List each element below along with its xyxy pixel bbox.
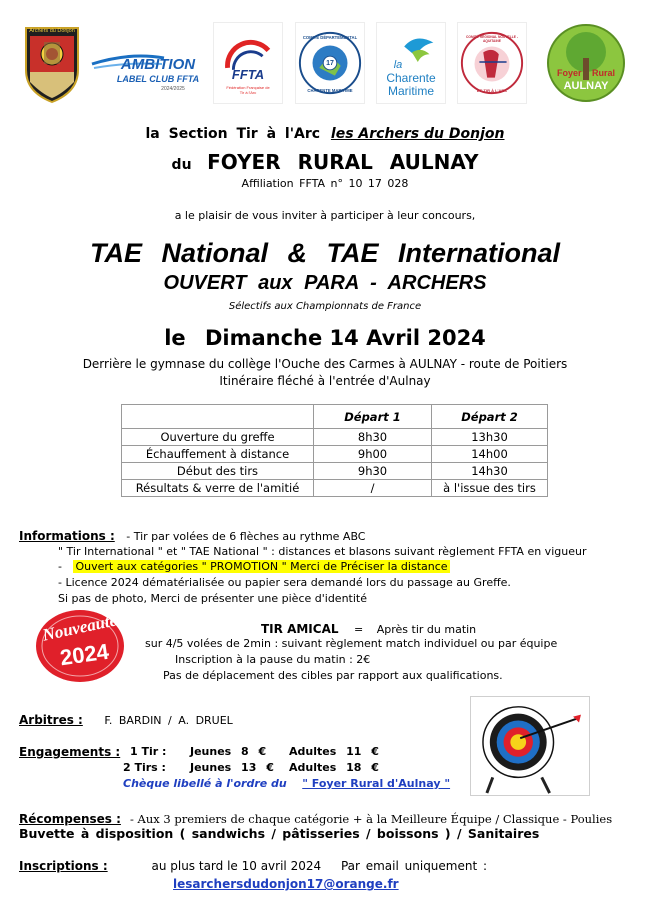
event-location: Derrière le gymnase du collège l'Ouche des Carmes à AULNAY - route de Poitiers bbox=[82, 357, 568, 371]
schedule-cell: 9h00 bbox=[314, 446, 432, 463]
buvette-line: Buvette à disposition ( sandwichs / pâtisseries / boissons ) / Sanitaires bbox=[19, 826, 540, 841]
schedule-cell: 9h30 bbox=[314, 463, 432, 480]
charente-la: la bbox=[393, 59, 403, 71]
amical-line2: sur 4/5 volées de 2min : suivant règlement match individuel ou par équipe bbox=[145, 637, 558, 650]
charente-maritime: Maritime bbox=[387, 84, 434, 98]
foyer-label: Foyer bbox=[556, 68, 582, 78]
schedule-cell: 13h30 bbox=[432, 429, 548, 446]
logo-charente-maritime bbox=[376, 22, 446, 104]
engagement-row2-jeunes: Jeunes 13 € bbox=[190, 761, 274, 774]
rural-label: Rural bbox=[592, 68, 616, 78]
schedule-cell: Résultats & verre de l'amitié bbox=[122, 480, 314, 497]
du-label: du bbox=[171, 157, 192, 173]
archery-target-icon bbox=[471, 697, 589, 795]
engagement-row1-jeunes: Jeunes 8 € bbox=[190, 745, 267, 758]
logo-comite-regional bbox=[457, 22, 527, 104]
event-subtitle: OUVERT aux PARA - ARCHERS bbox=[163, 272, 487, 294]
table-row bbox=[122, 429, 548, 446]
badge-line2: 2024 bbox=[58, 638, 111, 671]
badge-line1: Nouveauté bbox=[40, 610, 119, 645]
inscriptions-by: Par email uniquement : bbox=[340, 859, 488, 873]
info-dash: - bbox=[58, 560, 62, 573]
schedule-cell: / bbox=[314, 480, 432, 497]
engagement-row1-qty: 1 Tir : bbox=[130, 745, 167, 758]
amical-title: TIR AMICAL bbox=[261, 622, 339, 636]
date-prefix: le bbox=[164, 326, 186, 350]
table-row bbox=[122, 480, 548, 497]
schedule-cell: à l'issue des tirs bbox=[432, 480, 548, 497]
comite-dep-top: COMITÉ DÉPARTEMENTAL bbox=[302, 35, 358, 40]
inscriptions-label: Inscriptions : bbox=[19, 859, 108, 873]
foyer-rural-title: FOYER RURAL AULNAY bbox=[207, 150, 479, 174]
charente-name: Charente bbox=[386, 71, 436, 85]
logo-foyer-rural bbox=[545, 22, 627, 104]
recompenses-text: - Aux 3 premiers de chaque catégorie + à la Meilleure Équipe / Classique - Poulies bbox=[130, 812, 613, 826]
info-label: Informations : bbox=[19, 529, 115, 543]
schedule-header-empty bbox=[122, 405, 314, 429]
arbitres-line bbox=[19, 713, 233, 727]
schedule-cell: Ouverture du greffe bbox=[122, 429, 314, 446]
info-line4: - Licence 2024 dématérialisée ou papier sera demandé lors du passage au Greffe. bbox=[58, 576, 511, 589]
event-itinerary: Itinéraire fléché à l'entrée d'Aulnay bbox=[219, 374, 431, 388]
amical-line1 bbox=[261, 622, 476, 636]
schedule-cell: 8h30 bbox=[314, 429, 432, 446]
selective-text: Sélectifs aux Championnats de France bbox=[228, 301, 422, 312]
schedule-header-depart2: Départ 2 bbox=[432, 405, 548, 429]
amical-line3: Inscription à la pause du matin : 2€ bbox=[175, 653, 371, 666]
info-line1 bbox=[19, 529, 366, 543]
info-line5: Si pas de photo, Merci de présenter une pièce d'identité bbox=[58, 592, 367, 605]
inscriptions-line bbox=[19, 859, 487, 873]
comite-reg-bottom: DE TIR À L'ARC bbox=[476, 88, 508, 93]
schedule-cell: Début des tirs bbox=[122, 463, 314, 480]
comite-reg-top: COMITÉ RÉGIONAL NOUVELLE - AQUITAINE bbox=[466, 35, 518, 43]
ambition-season: 2024/2025 bbox=[161, 86, 185, 92]
cheque-line bbox=[123, 777, 450, 790]
schedule-header-row bbox=[122, 405, 548, 429]
amical-line4: Pas de déplacement des cibles par rapport aux qualifications. bbox=[163, 669, 503, 682]
engagement-row1-adultes: Adultes 11 € bbox=[289, 745, 379, 758]
info-line2: " Tir International " et " TAE National " : distances et blasons suivant règlement FFTA en vigueur bbox=[58, 545, 587, 558]
nouveaute-badge bbox=[32, 604, 128, 684]
engagement-row2-adultes: Adultes 18 € bbox=[289, 761, 379, 774]
event-title: TAE National & TAE International bbox=[89, 238, 561, 268]
section-label: la Section Tir à l'Arc bbox=[145, 126, 321, 142]
schedule-table bbox=[121, 404, 548, 497]
info-text1: - Tir par volées de 6 flèches au rythme ABC bbox=[126, 530, 366, 543]
affiliation: Affiliation FFTA n° 10 17 028 bbox=[241, 177, 409, 190]
comite-dep-bottom: CHARENTE MARITIME bbox=[307, 88, 353, 93]
info-line3 bbox=[58, 560, 450, 573]
schedule-cell: 14h00 bbox=[432, 446, 548, 463]
header-line1 bbox=[0, 126, 650, 142]
engagement-row2-qty: 2 Tirs : bbox=[123, 761, 166, 774]
ambition-title: AMBITION bbox=[120, 56, 196, 73]
logo-archers-donjon bbox=[22, 22, 82, 104]
ambition-label: LABEL CLUB FFTA bbox=[116, 74, 200, 84]
amical-after: Après tir du matin bbox=[376, 623, 477, 636]
archery-target-image bbox=[470, 696, 590, 796]
amical-eq: = bbox=[354, 623, 364, 636]
comite-dep-num: 17 bbox=[326, 60, 334, 67]
foyer-rural-line1 bbox=[545, 68, 627, 78]
event-date: Dimanche 14 Avril 2024 bbox=[204, 326, 486, 350]
club-name: les Archers du Donjon bbox=[330, 126, 505, 142]
engagements-label: Engagements : bbox=[19, 745, 121, 759]
cheque-text: Chèque libellé à l'ordre du bbox=[123, 777, 287, 790]
table-row bbox=[122, 446, 548, 463]
invitation-text: a le plaisir de vous inviter à participer à leur concours, bbox=[174, 209, 476, 222]
schedule-cell: 14h30 bbox=[432, 463, 548, 480]
ffta-name: FFTA bbox=[231, 67, 265, 82]
recompenses-label: Récompenses : bbox=[19, 812, 121, 826]
cheque-payee: " Foyer Rural d'Aulnay " bbox=[302, 777, 451, 790]
arbitres-label: Arbitres : bbox=[19, 713, 83, 727]
logo-ambition bbox=[90, 22, 206, 104]
arbitres-names: F. BARDIN / A. DRUEL bbox=[104, 714, 233, 727]
schedule-header-depart1: Départ 1 bbox=[314, 405, 432, 429]
contact-email-link[interactable]: lesarchersdudonjon17@orange.fr bbox=[173, 877, 399, 891]
event-date-line bbox=[0, 326, 650, 350]
ffta-tagline: Fédération Française de Tir à l'Arc bbox=[226, 85, 270, 95]
logo-comite-departemental bbox=[295, 22, 365, 104]
table-row bbox=[122, 463, 548, 480]
archers-donjon-label: Archers du Donjon bbox=[29, 28, 75, 34]
schedule-cell: Échauffement à distance bbox=[122, 446, 314, 463]
header-line2 bbox=[0, 150, 650, 174]
foyer-rural-town: AULNAY bbox=[563, 80, 609, 92]
inscriptions-deadline: au plus tard le 10 avril 2024 bbox=[151, 859, 322, 873]
promotion-highlight: Ouvert aux catégories " PROMOTION " Merci de Préciser la distance bbox=[75, 560, 448, 573]
archers-donjon-shield-icon bbox=[22, 22, 82, 104]
recompenses-line bbox=[19, 808, 612, 827]
logo-ffta bbox=[213, 22, 283, 104]
